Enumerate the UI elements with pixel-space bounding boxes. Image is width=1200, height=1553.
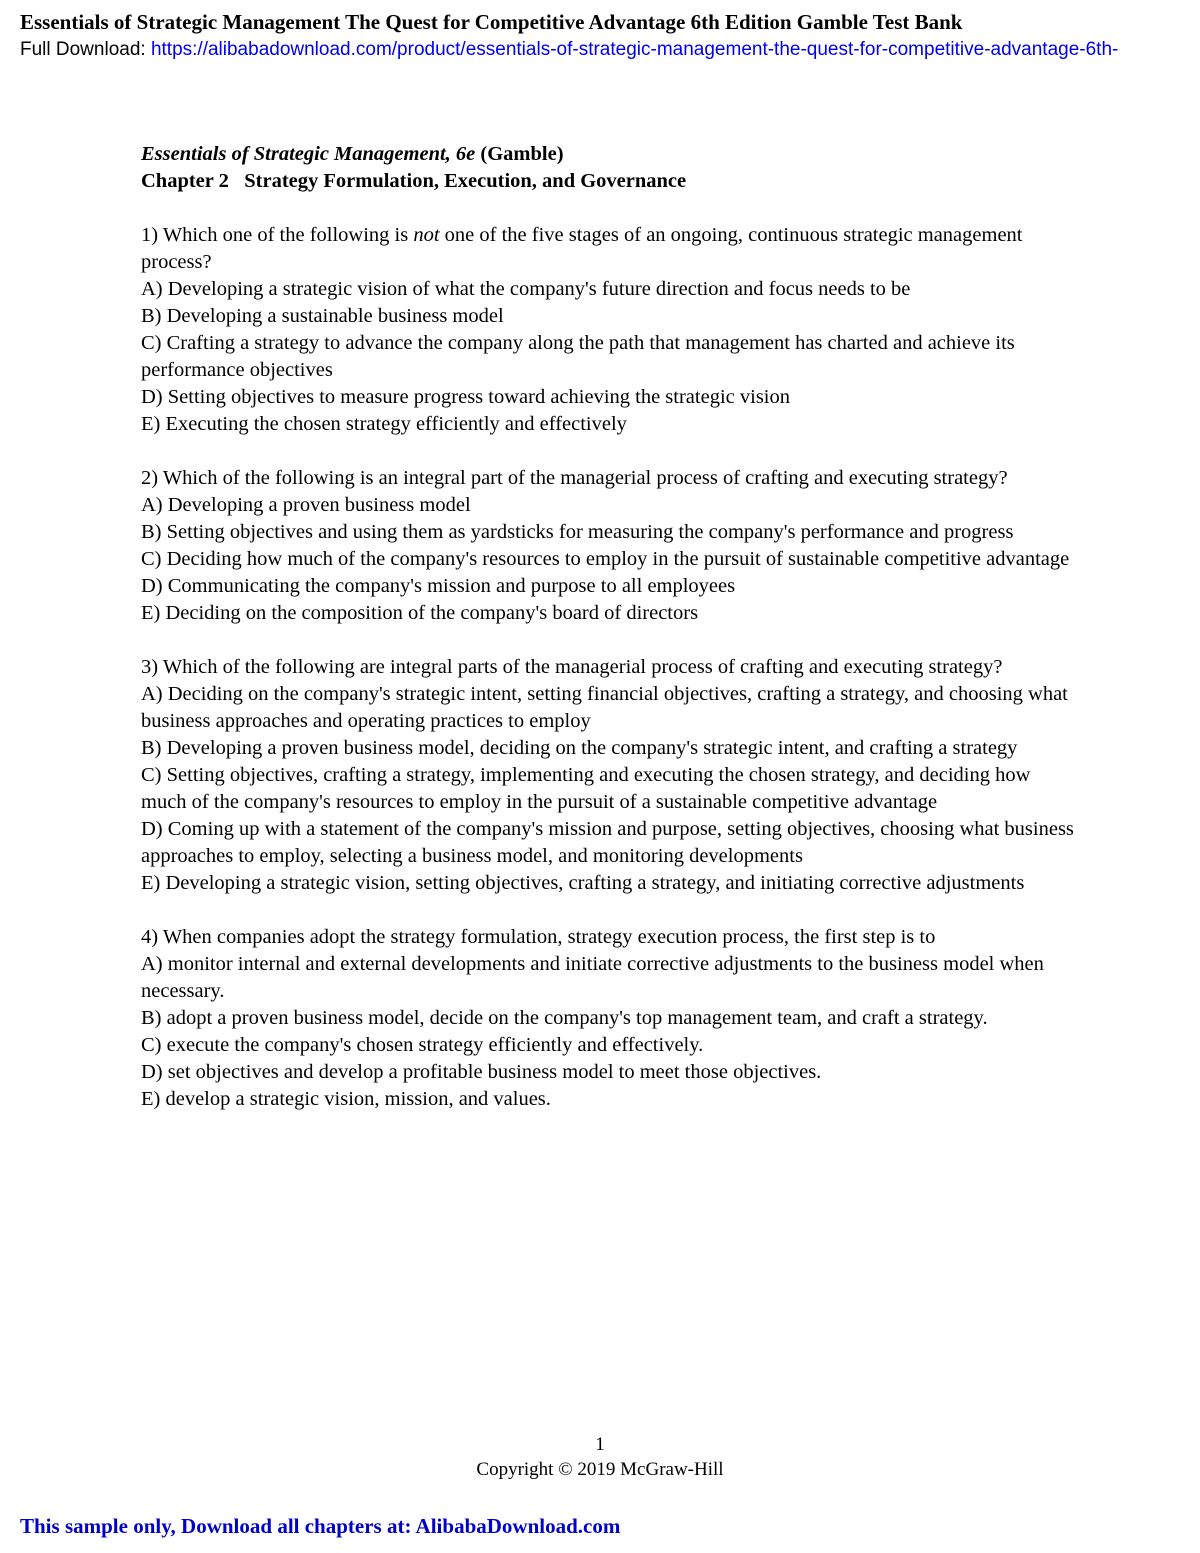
answer-option: E) develop a strategic vision, mission, and values. bbox=[141, 1088, 551, 1110]
answer-option: D) Communicating the company's mission and purpose to all employees bbox=[141, 575, 736, 597]
download-label: Full Download: bbox=[20, 39, 151, 60]
question-4 bbox=[141, 924, 1081, 1113]
question-text-part: one of the five stages of an ongoing, continuous strategic management process? bbox=[141, 224, 1023, 273]
question-text bbox=[141, 222, 1081, 276]
answer-option: E) Deciding on the composition of the company's board of directors bbox=[141, 602, 699, 624]
question-text: 4) When companies adopt the strategy formulation, strategy execution process, the first step is to bbox=[141, 926, 936, 948]
sample-notice: This sample only, Download all chapters at: AlibabaDownload.com bbox=[20, 1514, 621, 1538]
book-title-line bbox=[141, 141, 1081, 168]
question-text: 2) Which of the following is an integral part of the managerial process of crafting and executing strategy? bbox=[141, 467, 1008, 489]
answer-option: B) Setting objectives and using them as yardsticks for measuring the company's performance and progress bbox=[141, 521, 1014, 543]
banner-title: Essentials of Strategic Management The Quest for Competitive Advantage 6th Edition Gamble Test Bank bbox=[20, 10, 963, 34]
book-author: (Gamble) bbox=[475, 143, 564, 165]
answer-option: B) Developing a sustainable business model bbox=[141, 305, 504, 327]
answer-option: A) Deciding on the company's strategic intent, setting financial objectives, crafting a strategy, and choosing what business approaches and operating practices to employ bbox=[141, 683, 1068, 732]
answer-option: B) Developing a proven business model, deciding on the company's strategic intent, and crafting a strategy bbox=[141, 737, 1018, 759]
test-bank-content bbox=[141, 141, 1081, 1113]
question-2 bbox=[141, 465, 1081, 627]
answer-option: D) Setting objectives to measure progress toward achieving the strategic vision bbox=[141, 386, 790, 408]
copyright-notice: Copyright © 2019 McGraw-Hill bbox=[476, 1459, 724, 1480]
answer-option: C) Crafting a strategy to advance the company along the path that management has charted and achieve its performance objectives bbox=[141, 332, 1015, 381]
download-link[interactable]: https://alibabadownload.com/product/essentials-of-strategic-management-the-quest-for-competitive-advantage-6th- bbox=[150, 39, 1119, 60]
question-text-part: 1) Which one of the following is bbox=[141, 224, 414, 246]
book-title: Essentials of Strategic Management, 6e bbox=[141, 143, 476, 165]
answer-option: C) execute the company's chosen strategy efficiently and effectively. bbox=[141, 1034, 704, 1056]
question-1 bbox=[141, 222, 1081, 438]
answer-option: E) Executing the chosen strategy efficiently and effectively bbox=[141, 413, 627, 435]
page-number: 1 bbox=[595, 1434, 605, 1455]
banner-download-line bbox=[20, 36, 1200, 64]
question-text: 3) Which of the following are integral parts of the managerial process of crafting and executing strategy? bbox=[141, 656, 1003, 678]
question-emphasis: not bbox=[413, 224, 440, 246]
answer-option: A) Developing a proven business model bbox=[141, 494, 471, 516]
answer-option: C) Deciding how much of the company's resources to employ in the pursuit of sustainable competitive advantage bbox=[141, 548, 1070, 570]
answer-option: D) set objectives and develop a profitable business model to meet those objectives. bbox=[141, 1061, 822, 1083]
answer-option: C) Setting objectives, crafting a strategy, implementing and executing the chosen strategy, and deciding how much of the company's resources to employ in the pursuit of a sustainable competitive advantage bbox=[141, 764, 1031, 813]
answer-option: A) Developing a strategic vision of what the company's future direction and focus needs to be bbox=[141, 278, 911, 300]
answer-option: B) adopt a proven business model, decide on the company's top management team, and craft a strategy. bbox=[141, 1007, 988, 1029]
download-banner bbox=[20, 8, 1200, 64]
question-3 bbox=[141, 654, 1081, 897]
answer-option: D) Coming up with a statement of the company's mission and purpose, setting objectives, choosing what business approaches to employ, selecting a business model, and monitoring developments bbox=[141, 818, 1074, 867]
chapter-heading: Chapter 2 Strategy Formulation, Execution, and Governance bbox=[141, 170, 687, 192]
answer-option: E) Developing a strategic vision, setting objectives, crafting a strategy, and initiating corrective adjustments bbox=[141, 872, 1025, 894]
answer-option: A) monitor internal and external developments and initiate corrective adjustments to the business model when necessary. bbox=[141, 953, 1044, 1002]
